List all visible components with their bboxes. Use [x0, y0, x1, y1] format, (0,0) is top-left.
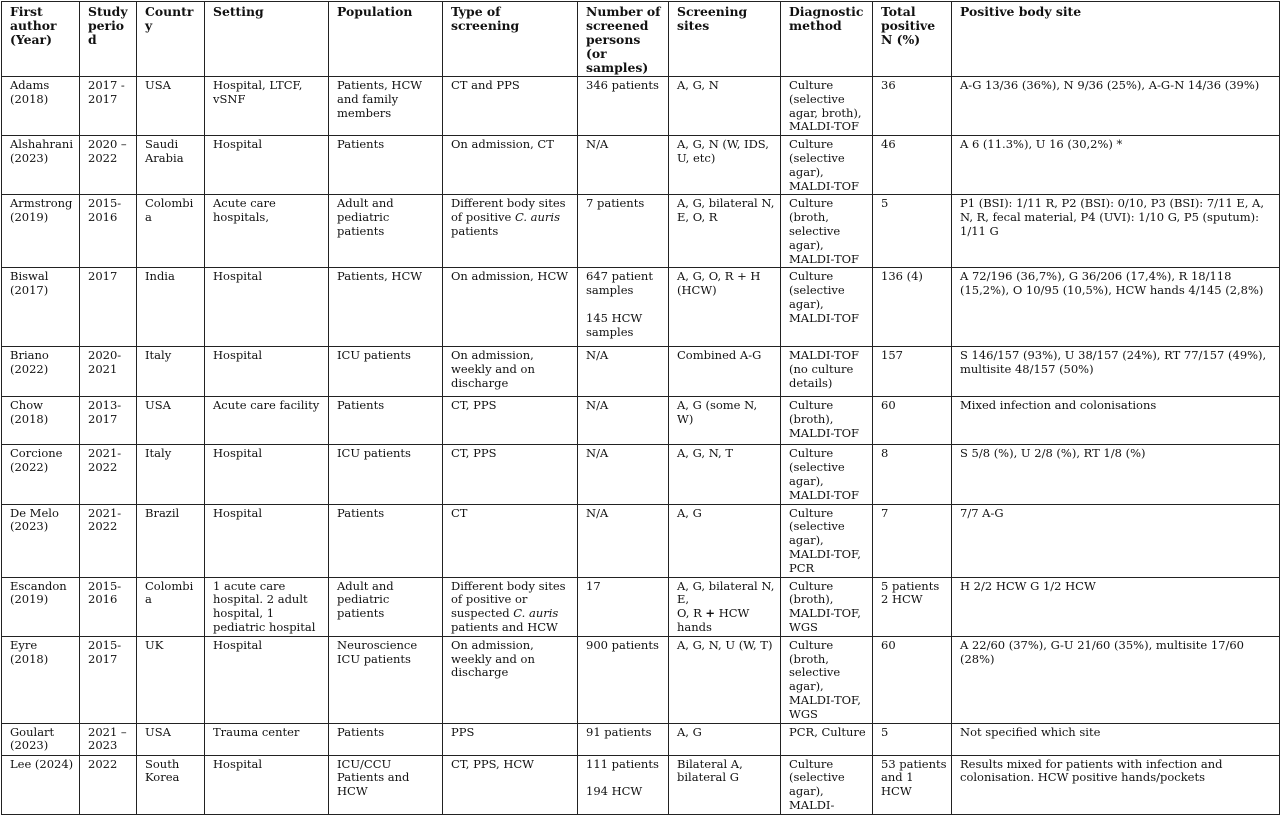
cell-method: Culture (selective agar), MALDI-TOF, PCR	[781, 504, 873, 577]
cell-country: USA	[137, 77, 205, 136]
cell-population: Patients, HCW and family members	[329, 77, 443, 136]
cell-author: Chow (2018)	[2, 397, 80, 445]
cell-body-site: A 72/196 (36,7%), G 36/206 (17,4%), R 18/118 (15,2%), O 10/95 (10,5%), HCW hands 4/145 (2,8%)	[952, 268, 1280, 347]
cell-body-site: S 146/157 (93%), U 38/157 (24%), RT 77/157 (49%), multisite 48/157 (50%)	[952, 347, 1280, 397]
cell-screening: On admission, weekly and on discharge	[443, 636, 578, 723]
cell-country: Italy	[137, 445, 205, 504]
header-screening-sites: Screening sites	[669, 2, 781, 77]
cell-sites-line1: A, G, bilateral N, E,	[677, 578, 775, 607]
plus-symbol: +	[705, 606, 716, 621]
cell-body-site: Not specified which site	[952, 723, 1280, 755]
cell-setting: Hospital	[205, 504, 329, 577]
cell-setting: Hospital	[205, 268, 329, 347]
cell-period: 2013-2017	[80, 397, 137, 445]
cell-setting: Hospital, LTCF, vSNF	[205, 77, 329, 136]
table-row	[2, 195, 1280, 268]
cell-author: Eyre (2018)	[2, 636, 80, 723]
studies-table-container	[1, 1, 1279, 815]
cell-population: Adult and pediatric patients	[329, 195, 443, 268]
cell-method: Culture (selective agar), MALDI-	[781, 755, 873, 814]
cell-positive: 157	[873, 347, 952, 397]
cell-body-site: 7/7 A-G	[952, 504, 1280, 577]
cell-positive: 8	[873, 445, 952, 504]
cell-period: 2020 – 2022	[80, 136, 137, 195]
cell-author: Lee (2024)	[2, 755, 80, 814]
table-row	[2, 77, 1280, 136]
cell-sites: Combined A-G	[669, 347, 781, 397]
table-row	[2, 723, 1280, 755]
cell-population: Neuroscience ICU patients	[329, 636, 443, 723]
header-number-screened: Number of screened persons (or samples)	[578, 2, 669, 77]
cell-sites: A, G, O, R + H (HCW)	[669, 268, 781, 347]
table-row	[2, 577, 1280, 636]
studies-table	[1, 1, 1280, 815]
cell-positive-hcw: 2 HCW	[881, 592, 923, 607]
cell-number: N/A	[578, 504, 669, 577]
cell-author: De Melo (2023)	[2, 504, 80, 577]
cell-number-hcw: 145 HCW samples	[586, 310, 643, 339]
cell-positive	[873, 577, 952, 636]
cell-body-site: P1 (BSI): 1/11 R, P2 (BSI): 0/10, P3 (BSI): 7/11 E, A, N, R, fecal material, P4 (UVI): 1/10 G, P5 (sputum): 1/11 G	[952, 195, 1280, 268]
cell-sites: Bilateral A, bilateral G	[669, 755, 781, 814]
cell-sites: A, G, bilateral N, E, O, R	[669, 195, 781, 268]
cell-period: 2015-2016	[80, 577, 137, 636]
cell-number-gap	[586, 298, 664, 312]
cell-number: N/A	[578, 136, 669, 195]
cell-number: 346 patients	[578, 77, 669, 136]
cell-sites-line2	[677, 607, 776, 621]
cell-period: 2020-2021	[80, 347, 137, 397]
cell-method: MALDI-TOF (no culture details)	[781, 347, 873, 397]
table-row	[2, 268, 1280, 347]
cell-screening: CT and PPS	[443, 77, 578, 136]
cell-population: ICU patients	[329, 445, 443, 504]
cell-country: USA	[137, 723, 205, 755]
cell-body-site: H 2/2 HCW G 1/2 HCW	[952, 577, 1280, 636]
cell-positive: 5	[873, 723, 952, 755]
cell-country: USA	[137, 397, 205, 445]
table-row	[2, 136, 1280, 195]
table-row	[2, 636, 1280, 723]
cell-period: 2022	[80, 755, 137, 814]
cell-population: ICU/CCU Patients and HCW	[329, 755, 443, 814]
cell-country: India	[137, 268, 205, 347]
cell-sites: A, G (some N, W)	[669, 397, 781, 445]
cell-period: 2017	[80, 268, 137, 347]
cell-author: Adams (2018)	[2, 77, 80, 136]
cell-author: Alshahrani (2023)	[2, 136, 80, 195]
cell-population: Adult and pediatric patients	[329, 577, 443, 636]
header-diagnostic-method: Diagnostic method	[781, 2, 873, 77]
cell-number: N/A	[578, 397, 669, 445]
cell-setting: Trauma center	[205, 723, 329, 755]
cell-screening: CT	[443, 504, 578, 577]
cell-population: Patients	[329, 136, 443, 195]
cell-screening: Different body sites of positive or suspected C. auris patients and HCW	[443, 577, 578, 636]
cell-period: 2021 – 2023	[80, 723, 137, 755]
cell-body-site: Results mixed for patients with infection and colonisation. HCW positive hands/pockets	[952, 755, 1280, 814]
cell-setting: Hospital	[205, 347, 329, 397]
cell-author: Goulart (2023)	[2, 723, 80, 755]
cell-sites-line3: hands	[677, 619, 712, 634]
table-row	[2, 347, 1280, 397]
species-name: C. auris	[514, 210, 561, 225]
cell-sites: A, G	[669, 723, 781, 755]
header-country: Country	[137, 2, 205, 77]
cell-positive: 60	[873, 397, 952, 445]
cell-population: ICU patients	[329, 347, 443, 397]
cell-screening: CT, PPS	[443, 397, 578, 445]
cell-number-gap	[586, 771, 664, 785]
cell-number	[578, 268, 669, 347]
header-screening-type: Type of screening	[443, 2, 578, 77]
cell-positive-patients: 5 patients	[881, 578, 940, 593]
cell-number-patients: 111 patients	[586, 756, 659, 771]
header-setting: Setting	[205, 2, 329, 77]
cell-setting: 1 acute care hospital. 2 adult hospital, 1 pediatric hospital	[205, 577, 329, 636]
cell-setting: Hospital	[205, 755, 329, 814]
cell-number: N/A	[578, 347, 669, 397]
cell-period: 2015-2016	[80, 195, 137, 268]
cell-setting: Acute care facility	[205, 397, 329, 445]
cell-country: Colombia	[137, 195, 205, 268]
cell-population: Patients	[329, 723, 443, 755]
cell-setting: Hospital	[205, 136, 329, 195]
cell-positive: 60	[873, 636, 952, 723]
cell-positive: 5	[873, 195, 952, 268]
cell-screening: CT, PPS	[443, 445, 578, 504]
cell-period: 2021-2022	[80, 445, 137, 504]
cell-country: Brazil	[137, 504, 205, 577]
cell-author: Briano (2022)	[2, 347, 80, 397]
cell-screening	[443, 195, 578, 268]
cell-method: Culture (selective agar), MALDI-TOF	[781, 445, 873, 504]
cell-screening-text: Different body sites of positive C. auris patients	[451, 196, 566, 238]
cell-number: 17	[578, 577, 669, 636]
cell-number	[578, 755, 669, 814]
cell-method: Culture (broth), MALDI-TOF, WGS	[781, 577, 873, 636]
cell-author: Escandon (2019)	[2, 577, 80, 636]
cell-population: Patients	[329, 504, 443, 577]
cell-sites: A, G, N	[669, 77, 781, 136]
cell-country: Colombia	[137, 577, 205, 636]
cell-body-site: A 6 (11.3%), U 16 (30,2%) *	[952, 136, 1280, 195]
cell-method: Culture (selective agar), MALDI-TOF	[781, 268, 873, 347]
cell-country: Italy	[137, 347, 205, 397]
cell-positive: 7	[873, 504, 952, 577]
cell-positive: 36	[873, 77, 952, 136]
table-row	[2, 755, 1280, 814]
cell-body-site: Mixed infection and colonisations	[952, 397, 1280, 445]
cell-sites: A, G, N (W, IDS, U, etc)	[669, 136, 781, 195]
cell-method: Culture (broth, selective agar), MALDI-TOF, WGS	[781, 636, 873, 723]
cell-body-site: A-G 13/36 (36%), N 9/36 (25%), A-G-N 14/36 (39%)	[952, 77, 1280, 136]
cell-setting: Acute care hospitals,	[205, 195, 329, 268]
cell-positive: 136 (4)	[873, 268, 952, 347]
cell-country: South Korea	[137, 755, 205, 814]
cell-author: Armstrong (2019)	[2, 195, 80, 268]
cell-country: Saudi Arabia	[137, 136, 205, 195]
header-period: Study period	[80, 2, 137, 77]
table-row	[2, 504, 1280, 577]
header-population: Population	[329, 2, 443, 77]
cell-screening: On admission, HCW	[443, 268, 578, 347]
cell-number: 900 patients	[578, 636, 669, 723]
cell-population: Patients, HCW	[329, 268, 443, 347]
cell-screening: On admission, weekly and on discharge	[443, 347, 578, 397]
species-name: C. auris	[513, 606, 559, 621]
cell-setting: Hospital	[205, 445, 329, 504]
cell-author: Corcione (2022)	[2, 445, 80, 504]
cell-number: 91 patients	[578, 723, 669, 755]
cell-sites	[669, 577, 781, 636]
header-positive-body-site: Positive body site	[952, 2, 1280, 77]
cell-positive: 46	[873, 136, 952, 195]
header-author: First author (Year)	[2, 2, 80, 77]
cell-body-site: A 22/60 (37%), G-U 21/60 (35%), multisite 17/60 (28%)	[952, 636, 1280, 723]
cell-screening: On admission, CT	[443, 136, 578, 195]
cell-method: Culture (selective agar), MALDI-TOF	[781, 136, 873, 195]
header-total-positive: Total positive N (%)	[873, 2, 952, 77]
cell-number-hcw: 194 HCW	[586, 784, 643, 799]
cell-country: UK	[137, 636, 205, 723]
cell-sites-or: O, R	[677, 606, 702, 621]
cell-period: 2021-2022	[80, 504, 137, 577]
cell-method: Culture (selective agar, broth), MALDI-TOF	[781, 77, 873, 136]
table-row	[2, 397, 1280, 445]
cell-body-site: S 5/8 (%), U 2/8 (%), RT 1/8 (%)	[952, 445, 1280, 504]
cell-method: Culture (broth), MALDI-TOF	[781, 397, 873, 445]
cell-number: N/A	[578, 445, 669, 504]
cell-period: 2015-2017	[80, 636, 137, 723]
cell-period: 2017 - 2017	[80, 77, 137, 136]
cell-sites: A, G, N, T	[669, 445, 781, 504]
cell-author: Biswal (2017)	[2, 268, 80, 347]
cell-sites: A, G, N, U (W, T)	[669, 636, 781, 723]
cell-population: Patients	[329, 397, 443, 445]
cell-number-patients: 647 patient samples	[586, 269, 653, 298]
cell-number: 7 patients	[578, 195, 669, 268]
cell-sites-hcw: HCW	[718, 606, 750, 621]
header-row	[2, 2, 1280, 77]
cell-positive: 53 patients and 1 HCW	[873, 755, 952, 814]
cell-method: Culture (broth, selective agar), MALDI-TOF	[781, 195, 873, 268]
cell-screening: CT, PPS, HCW	[443, 755, 578, 814]
cell-screening: PPS	[443, 723, 578, 755]
cell-setting: Hospital	[205, 636, 329, 723]
cell-method: PCR, Culture	[781, 723, 873, 755]
table-row	[2, 445, 1280, 504]
cell-sites: A, G	[669, 504, 781, 577]
